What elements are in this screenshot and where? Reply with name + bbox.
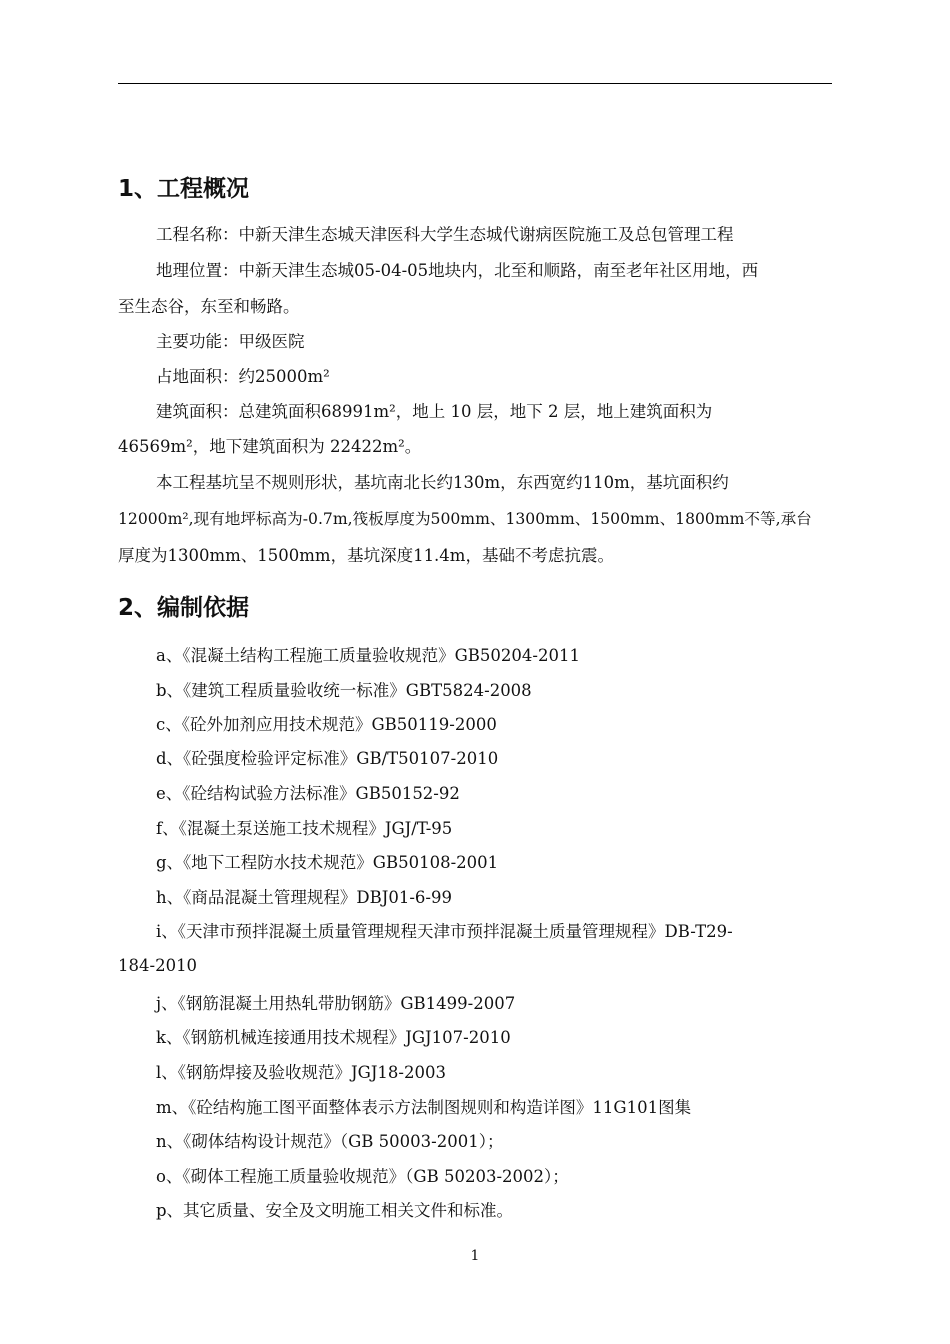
basis-item: f、《混凝土泵送施工技术规程》JGJ/T-95 [156, 819, 453, 838]
basis-item-continuation: 184-2010 [118, 956, 198, 975]
location-line-2: 至生态谷，东至和畅路。 [118, 297, 300, 316]
section-1-title: 1、工程概况 [118, 176, 250, 202]
basis-item: j、《钢筋混凝土用热轧带肋钢筋》GB1499-2007 [156, 994, 516, 1013]
basis-item: d、《砼强度检验评定标准》GB/T50107-2010 [156, 749, 499, 768]
pit-line-1: 本工程基坑呈不规则形状，基坑南北长约130m，东西宽约110m，基坑面积约 [156, 473, 729, 492]
pit-line-3: 厚度为1300mm、1500mm，基坑深度11.4m，基础不考虑抗震。 [118, 546, 614, 565]
basis-item: a、《混凝土结构工程施工质量验收规范》GB50204-2011 [156, 646, 580, 665]
header-rule [118, 83, 832, 84]
basis-item: k、《钢筋机械连接通用技术规程》JGJ107-2010 [156, 1028, 511, 1047]
pit-line-2: 12000m²,现有地坪标高为-0.7m,筏板厚度为500mm、1300mm、1500mm、1800mm不等,承台 [118, 510, 812, 528]
basis-item: c、《砼外加剂应用技术规范》GB50119-2000 [156, 715, 497, 734]
location-line-1: 地理位置：中新天津生态城05-04-05地块内，北至和顺路，南至老年社区用地，西 [156, 261, 759, 280]
section-2-title: 2、编制依据 [118, 595, 250, 621]
building-area-line-2: 46569m²，地下建筑面积为 22422m²。 [118, 437, 422, 456]
page-number: 1 [470, 1248, 480, 1264]
main-function: 主要功能：甲级医院 [156, 332, 305, 351]
basis-item: h、《商品混凝土管理规程》DBJ01-6-99 [156, 888, 452, 907]
project-name: 工程名称：中新天津生态城天津医科大学生态城代谢病医院施工及总包管理工程 [156, 225, 734, 244]
land-area: 占地面积：约25000m² [156, 367, 330, 386]
basis-item: n、《砌体结构设计规范》（GB 50003-2001）； [156, 1132, 504, 1151]
basis-item: b、《建筑工程质量验收统一标准》GBT5824-2008 [156, 681, 532, 700]
basis-item: p、其它质量、安全及文明施工相关文件和标准。 [156, 1201, 514, 1220]
basis-item: o、《砌体工程施工质量验收规范》（GB 50203-2002）； [156, 1167, 569, 1186]
building-area-line-1: 建筑面积：总建筑面积68991m²，地上 10 层，地下 2 层，地上建筑面积为 [156, 402, 713, 421]
basis-item: i、《天津市预拌混凝土质量管理规程天津市预拌混凝土质量管理规程》DB-T29- [156, 922, 733, 941]
basis-item: e、《砼结构试验方法标准》GB50152-92 [156, 784, 460, 803]
basis-item: m、《砼结构施工图平面整体表示方法制图规则和构造详图》11G101图集 [156, 1098, 692, 1117]
basis-item: g、《地下工程防水技术规范》GB50108-2001 [156, 853, 499, 872]
basis-item: l、《钢筋焊接及验收规范》JGJ18-2003 [156, 1063, 446, 1082]
